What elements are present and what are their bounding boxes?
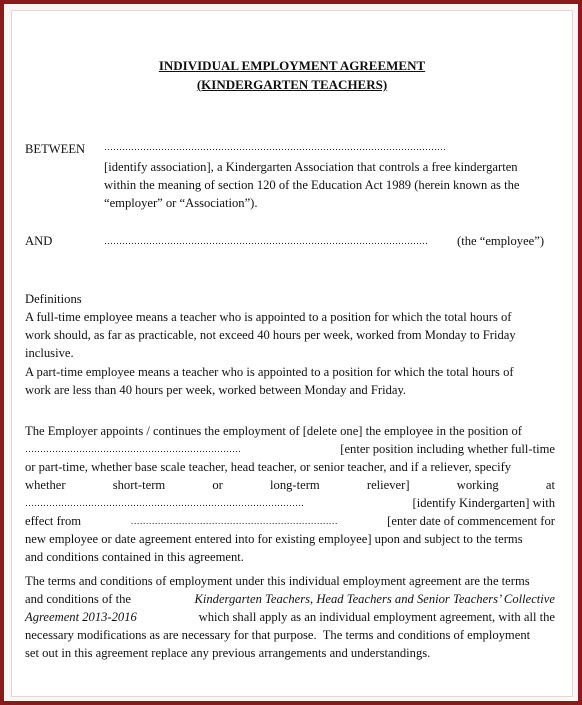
- appointment-line-7: new employee or date agreement entered into for existing employee] upon and subject to the terms: [25, 532, 523, 546]
- effect-from-label: effect from: [25, 514, 82, 528]
- terms-line-2: [25, 590, 555, 608]
- appointment-line-2: [25, 440, 555, 458]
- appointment-line-3: or part-time, whether base scale teacher, head teacher, or senior teacher, and if a reliever, specify: [25, 460, 512, 474]
- collective-agreement-name: Kindergarten Teachers, Head Teachers and Senior Teachers’ Collective: [194, 592, 555, 606]
- appointment-line-8: and conditions contained in this agreement.: [25, 550, 244, 564]
- terms-line-1: The terms and conditions of employment under this individual employment agreement are the terms: [25, 574, 530, 588]
- word-whether: whether: [25, 478, 66, 492]
- appointment-line-1: The Employer appoints / continues the employment of [delete one] the employee in the position of: [25, 424, 522, 438]
- terms-line-2-start: and conditions of the: [25, 592, 131, 606]
- fulltime-line-3: inclusive.: [25, 346, 74, 360]
- and-dots: ………………………………………………………………………………………………: [104, 236, 428, 246]
- appointment-line-4: [25, 476, 555, 494]
- document-title: INDIVIDUAL EMPLOYMENT AGREEMENT: [158, 58, 426, 73]
- document-page: [11, 10, 573, 697]
- appointment-line-6: [25, 512, 555, 530]
- between-dots: ……………………………………………………………………………………………………: [104, 142, 446, 152]
- position-instruction: [enter position including whether full-time: [340, 442, 555, 456]
- page-border: [4, 4, 578, 701]
- parttime-line-1: A part-time employee means a teacher who is appointed to a position for which the total hours of: [25, 365, 514, 379]
- between-line-1: [identify association], a Kindergarten Association that controls a free kindergarten: [104, 160, 518, 174]
- terms-line-4: necessary modifications as are necessary for that purpose. The terms and conditions of employment: [25, 628, 531, 642]
- between-line-3: “employer” or “Association”).: [104, 196, 258, 210]
- fulltime-definition: [25, 308, 555, 362]
- and-employee-label: (the “employee”): [457, 234, 545, 248]
- parttime-line-2: work are less than 40 hours per week, worked between Monday and Friday.: [25, 383, 407, 397]
- word-reliever: reliever]: [366, 478, 410, 492]
- kindergarten-dots: …………………………………………………………………………………: [25, 498, 304, 508]
- fulltime-line-2: work should, as far as practicable, not exceed 40 hours per week, worked from Monday to Friday: [25, 328, 516, 342]
- parttime-definition: [25, 363, 555, 399]
- date-instruction: [enter date of commencement for: [387, 514, 555, 528]
- word-long-term: long-term: [270, 478, 320, 492]
- document-subtitle: (KINDERGARTEN TEACHERS): [196, 77, 388, 92]
- date-dots: ……………………………………………………………: [130, 516, 338, 526]
- collective-agreement-years: Agreement 2013-2016: [25, 610, 137, 624]
- word-at: at: [545, 478, 555, 492]
- between-line-2: within the meaning of section 120 of the Education Act 1989 (herein known as the: [104, 178, 520, 192]
- fulltime-line-1: A full-time employee means a teacher who is appointed to a position for which the total hours of: [25, 310, 512, 324]
- terms-line-5: set out in this agreement replace any previous arrangements and understandings.: [25, 646, 431, 660]
- terms-line-3: [25, 608, 555, 626]
- appointment-line-5: [25, 494, 555, 512]
- and-label: AND: [25, 234, 53, 248]
- between-label: BETWEEN: [25, 142, 86, 156]
- word-working: working: [456, 478, 499, 492]
- terms-line-3-rest: which shall apply as an individual employment agreement, with all the: [198, 610, 555, 624]
- word-or: or: [212, 478, 223, 492]
- definitions-heading: Definitions: [25, 292, 82, 306]
- terms-paragraph: [25, 572, 555, 662]
- position-dots: ………………………………………………………………: [25, 444, 241, 454]
- word-short-term: short-term: [112, 478, 166, 492]
- kindergarten-instruction: [identify Kindergarten] with: [412, 496, 555, 510]
- appointment-paragraph: [25, 422, 555, 566]
